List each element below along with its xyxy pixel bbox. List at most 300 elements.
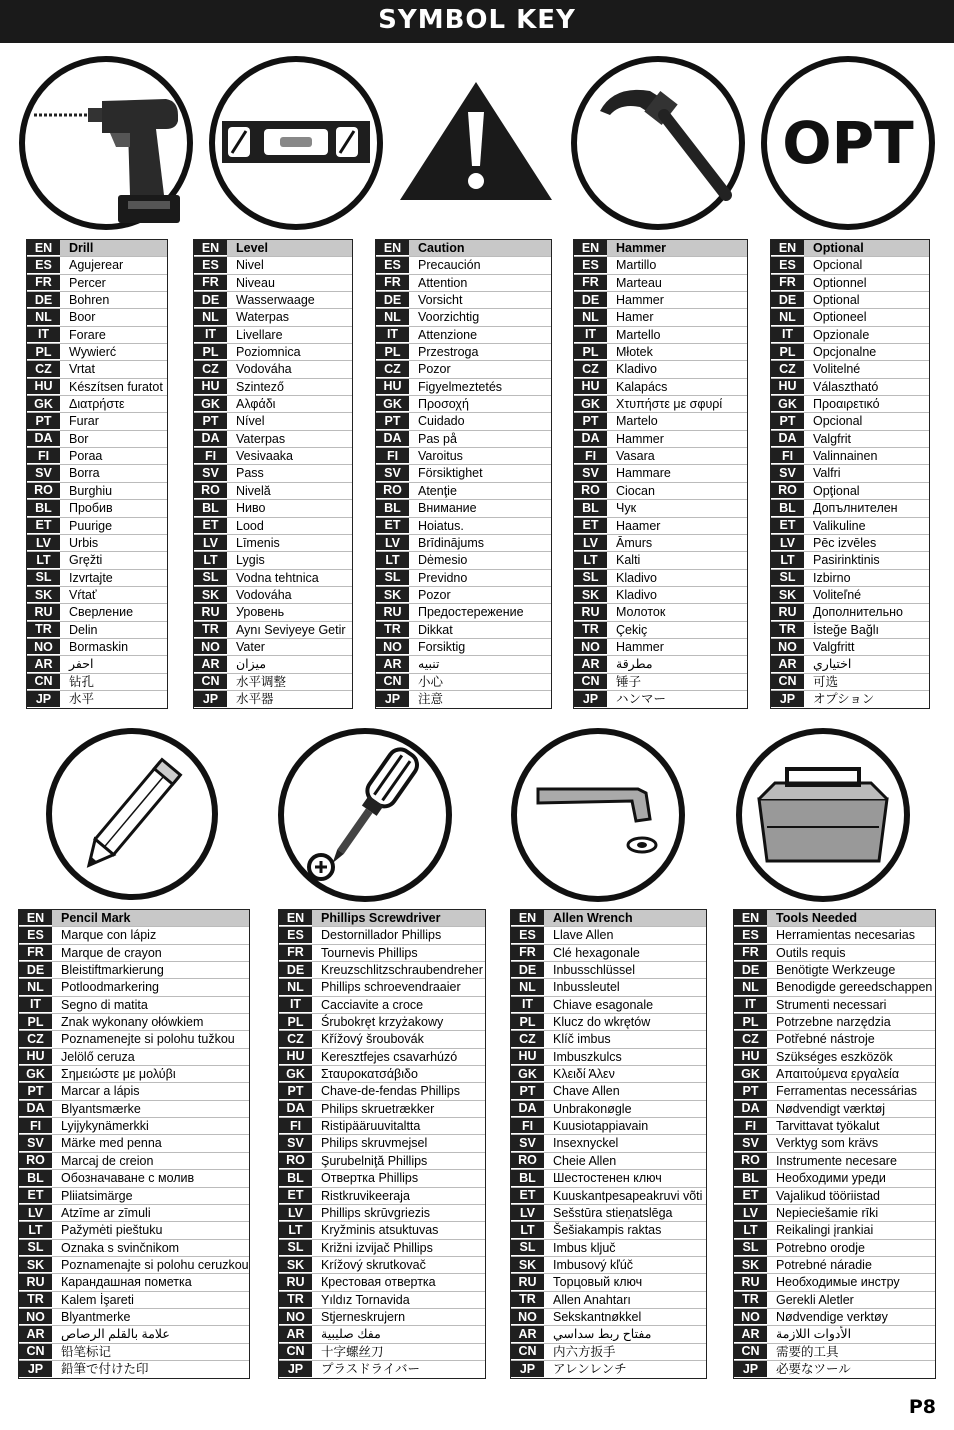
table-row [279, 927, 485, 944]
language-code: HU [27, 379, 60, 395]
translation-text: Blyantmerke [61, 1309, 131, 1324]
table-row [376, 622, 551, 639]
language-code: GK [19, 1066, 52, 1082]
translation-text: Valfri [813, 466, 841, 481]
language-code: PL [734, 1014, 767, 1030]
table-row [27, 275, 167, 292]
table-row [376, 292, 551, 309]
language-code: EN [376, 240, 409, 256]
language-code: NL [734, 979, 767, 995]
translation-text: احفر [69, 657, 94, 672]
language-code: PT [194, 413, 227, 429]
translation-text: Kryžminis atsuktuvas [321, 1223, 439, 1238]
table-row [771, 379, 929, 396]
table-row [734, 1135, 935, 1152]
language-code: RU [574, 604, 607, 620]
language-code: DA [27, 431, 60, 447]
language-code: NO [511, 1309, 544, 1325]
table-row [734, 1066, 935, 1083]
table-row [27, 587, 167, 604]
language-code: NL [19, 979, 52, 995]
translation-text: Valgfritt [813, 639, 855, 654]
table-row [734, 962, 935, 979]
language-code: LT [279, 1222, 312, 1238]
language-code: FR [574, 275, 607, 291]
translation-text: アレンレンチ [553, 1361, 627, 1376]
language-code: EN [27, 240, 60, 256]
language-code: SL [734, 1240, 767, 1256]
language-code: RO [376, 483, 409, 499]
table-row [19, 1118, 249, 1135]
translation-text: ميزان [236, 657, 267, 672]
language-code: ET [27, 518, 60, 534]
translation-text: Precaución [418, 258, 481, 273]
translation-text: 锤子 [616, 674, 642, 689]
language-code: FI [771, 448, 804, 464]
translation-text: Jelölő ceruza [61, 1049, 135, 1064]
language-code: HU [511, 1049, 544, 1065]
translation-text: Dėmesio [418, 553, 468, 568]
table-row [19, 1170, 249, 1187]
language-code: PT [734, 1083, 767, 1099]
translation-text: Bormaskin [69, 639, 129, 654]
language-code: FR [376, 275, 409, 291]
table-row [376, 674, 551, 691]
translation-text: Phillips Screwdriver [312, 910, 485, 926]
language-code: BL [734, 1170, 767, 1186]
translation-text: Vorsicht [418, 293, 463, 308]
language-code: PL [19, 1014, 52, 1030]
language-code: EN [279, 910, 312, 926]
table-row [19, 1257, 249, 1274]
translation-text: Drill [60, 240, 167, 256]
language-code: LT [27, 552, 60, 568]
language-code: BL [511, 1170, 544, 1186]
language-code: LV [194, 535, 227, 551]
pencil-icon [45, 727, 219, 901]
translation-text: Vodováha [236, 587, 292, 602]
translation-text: Křížový šroubovák [321, 1032, 424, 1047]
table-row [194, 275, 352, 292]
table-row [19, 1274, 249, 1291]
table-row [574, 674, 747, 691]
translation-text: Пробив [69, 501, 113, 516]
table-row [376, 604, 551, 621]
language-code: ES [27, 257, 60, 273]
language-code: HU [574, 379, 607, 395]
table-row [574, 309, 747, 326]
language-code: TR [194, 622, 227, 638]
table-row [27, 327, 167, 344]
table-row [194, 292, 352, 309]
language-code: DE [771, 292, 804, 308]
table-row [19, 1188, 249, 1205]
language-code: TR [734, 1292, 767, 1308]
table-row [734, 1361, 935, 1378]
translation-text: Atenţie [418, 483, 457, 498]
table-row [574, 483, 747, 500]
language-code: CN [574, 674, 607, 690]
table-row [27, 656, 167, 673]
table-row [734, 979, 935, 996]
table-row [279, 1188, 485, 1205]
translation-text: Предостережение [418, 605, 524, 620]
translation-text: Vajalikud tööriistad [776, 1188, 880, 1203]
language-code: RU [279, 1274, 312, 1290]
translation-text: Herramientas necesarias [776, 928, 915, 943]
table-row [19, 997, 249, 1014]
translation-text: Opţional [813, 483, 860, 498]
language-code: BL [574, 500, 607, 516]
translation-text: Optional [813, 293, 860, 308]
translation-text: Valikuline [813, 518, 866, 533]
translation-text: Imbus ključ [553, 1240, 616, 1255]
language-code: IT [771, 327, 804, 343]
translation-text: Optioneel [813, 310, 867, 325]
translation-text: Cheie Allen [553, 1153, 617, 1168]
table-row [376, 431, 551, 448]
translation-text: Optional [804, 240, 929, 256]
language-code: PT [574, 413, 607, 429]
language-code: LT [511, 1222, 544, 1238]
table-row [27, 344, 167, 361]
table-row [771, 587, 929, 604]
language-code: ET [574, 518, 607, 534]
translation-text: Wywierć [69, 345, 117, 360]
table-row [511, 1135, 706, 1152]
table-row [19, 1135, 249, 1152]
table-row [734, 1049, 935, 1066]
translation-text: Znak wykonany ołówkiem [61, 1015, 204, 1030]
table-row [574, 275, 747, 292]
table-row [734, 1344, 935, 1361]
translation-text: Poznamenajte si polohu ceruzkou [61, 1257, 249, 1272]
allen-translation-table [510, 909, 707, 1379]
language-code: CN [511, 1344, 544, 1360]
table-row [511, 1188, 706, 1205]
language-code: CN [194, 674, 227, 690]
translation-text: Dikkat [418, 622, 453, 637]
table-row [511, 945, 706, 962]
translation-text: Furar [69, 414, 99, 429]
phillips-screwdriver-icon [277, 727, 453, 903]
translation-text: Προσοχή [418, 397, 469, 412]
translation-text: Kuuskantpesapeakruvi võti [553, 1188, 703, 1203]
table-row [27, 639, 167, 656]
table-row [511, 1014, 706, 1031]
language-code: ES [376, 257, 409, 273]
table-row [19, 927, 249, 944]
table-row [734, 997, 935, 1014]
table-row [194, 257, 352, 274]
translation-text: Крестовая отвертка [321, 1275, 436, 1290]
language-code: PT [19, 1083, 52, 1099]
language-code: CN [19, 1344, 52, 1360]
translation-text: Kuusiotappiavain [553, 1119, 649, 1134]
translation-text: Pažymėti pieštuku [61, 1223, 163, 1238]
table-row [279, 1135, 485, 1152]
table-row [194, 413, 352, 430]
table-row [376, 361, 551, 378]
translation-text: Križni izvijač Phillips [321, 1240, 433, 1255]
translation-text: Bleistiftmarkierung [61, 963, 164, 978]
translation-text: Outils requis [776, 945, 846, 960]
table-row [279, 1309, 485, 1326]
language-code: IT [376, 327, 409, 343]
table-row [511, 1309, 706, 1326]
translation-text: Stjerneskrujern [321, 1309, 406, 1324]
translation-text: Διατρήστε [69, 397, 125, 412]
translation-text: Tournevis Phillips [321, 945, 418, 960]
language-code: JP [19, 1361, 52, 1378]
translation-text: Nivel [236, 258, 264, 273]
translation-text: 可选 [813, 674, 839, 689]
translation-text: Izbirno [813, 570, 851, 585]
table-row [19, 1031, 249, 1048]
translation-text: Ferramentas necessárias [776, 1084, 918, 1099]
translation-text: Boor [69, 310, 96, 325]
language-code: FR [771, 275, 804, 291]
translation-text: Śrubokręt krzyżakowy [321, 1015, 444, 1030]
language-code: DE [27, 292, 60, 308]
translation-text: 水平 [69, 691, 95, 706]
table-row [376, 691, 551, 708]
language-code: PL [574, 344, 607, 360]
translation-text: Wasserwaage [236, 293, 315, 308]
translation-text: Verktyg som krävs [776, 1136, 879, 1151]
table-row [279, 1344, 485, 1361]
table-row [511, 1031, 706, 1048]
language-code: JP [574, 691, 607, 708]
translation-text: Προαιρετικό [813, 397, 880, 412]
translation-text: Κλειδί Άλεν [553, 1067, 615, 1082]
table-row [279, 1326, 485, 1343]
table-row [511, 1205, 706, 1222]
table-row [771, 275, 929, 292]
language-code: RO [574, 483, 607, 499]
language-code: SV [19, 1135, 52, 1151]
translation-text: مطرقة [616, 657, 653, 672]
toolbox-icon [735, 727, 911, 903]
translation-text: Gręžti [69, 553, 103, 568]
language-code: SK [376, 587, 409, 603]
language-code: FI [279, 1118, 312, 1134]
translation-text: 水平器 [236, 691, 274, 706]
translation-text: Yıldız Tornavida [321, 1292, 410, 1307]
language-code: FI [734, 1118, 767, 1134]
language-code: PL [376, 344, 409, 360]
language-code: SK [574, 587, 607, 603]
table-row [19, 1344, 249, 1361]
table-row [19, 1292, 249, 1309]
table-row [511, 1257, 706, 1274]
language-code: SK [279, 1257, 312, 1273]
language-code: BL [27, 500, 60, 516]
table-row [19, 1066, 249, 1083]
translation-text: Pass [236, 466, 264, 481]
translation-text: Waterpas [236, 310, 290, 325]
table-row [771, 656, 929, 673]
translation-text: Krížový skrutkovač [321, 1257, 426, 1272]
language-code: GK [734, 1066, 767, 1082]
translation-text: Marcaj de creion [61, 1153, 154, 1168]
table-row [27, 448, 167, 465]
translation-text: مفتاح ربط سداسي [553, 1327, 652, 1342]
language-code: DA [771, 431, 804, 447]
language-code: DA [511, 1101, 544, 1117]
language-code: BL [279, 1170, 312, 1186]
language-code: GK [27, 396, 60, 412]
allen-wrench-icon [510, 727, 686, 903]
table-row [194, 656, 352, 673]
translation-text: Šešiakampis raktas [553, 1223, 662, 1238]
language-code: FI [194, 448, 227, 464]
language-code: CZ [376, 361, 409, 377]
table-row [574, 292, 747, 309]
language-code: RU [19, 1274, 52, 1290]
table-row [194, 483, 352, 500]
table-row [511, 1344, 706, 1361]
table-row [734, 1326, 935, 1343]
table-row [194, 379, 352, 396]
translation-text: Молоток [616, 605, 666, 620]
table-row [27, 535, 167, 552]
translation-text: Opcjonalne [813, 345, 877, 360]
table-row [279, 1083, 485, 1100]
translation-text: Percer [69, 275, 106, 290]
language-code: PT [376, 413, 409, 429]
translation-text: Märke med penna [61, 1136, 162, 1151]
language-code: AR [279, 1326, 312, 1342]
translation-text: Brīdinājums [418, 535, 484, 550]
table-row [27, 309, 167, 326]
language-code: RO [511, 1153, 544, 1169]
language-code: PT [511, 1083, 544, 1099]
table-row [511, 997, 706, 1014]
language-code: RU [376, 604, 409, 620]
table-row [376, 413, 551, 430]
language-code: GK [279, 1066, 312, 1082]
language-code: NO [574, 639, 607, 655]
table-row [771, 552, 929, 569]
table-row [771, 396, 929, 413]
language-code: CZ [19, 1031, 52, 1047]
translation-text: Ниво [236, 501, 266, 516]
translation-text: Klucz do wkrętów [553, 1015, 651, 1030]
language-code: LT [574, 552, 607, 568]
table-row [279, 1361, 485, 1378]
table-row [771, 448, 929, 465]
language-code: CN [376, 674, 409, 690]
table-row [574, 379, 747, 396]
table-row [574, 587, 747, 604]
translation-text: Aynı Seviyeye Getir [236, 622, 346, 637]
pencil-translation-table [18, 909, 250, 1379]
table-row [376, 465, 551, 482]
table-row [27, 518, 167, 535]
table-row [194, 431, 352, 448]
translation-text: Допълнителен [813, 501, 898, 516]
table-row [574, 535, 747, 552]
language-code: ES [511, 927, 544, 943]
translation-text: Optionnel [813, 275, 867, 290]
translation-text: Unbrakonøgle [553, 1101, 632, 1116]
language-code: BL [771, 500, 804, 516]
table-row [376, 518, 551, 535]
language-code: EN [771, 240, 804, 256]
table-row [27, 622, 167, 639]
language-code: NL [376, 309, 409, 325]
language-code: IT [27, 327, 60, 343]
table-row [734, 945, 935, 962]
language-code: ET [511, 1188, 544, 1204]
language-code: ES [194, 257, 227, 273]
level-icon [208, 55, 384, 231]
table-row [771, 413, 929, 430]
language-code: SV [574, 465, 607, 481]
table-row [511, 1170, 706, 1187]
table-row [279, 1170, 485, 1187]
table-row [19, 1083, 249, 1100]
table-row [27, 674, 167, 691]
translation-text: Opcional [813, 258, 863, 273]
language-code: LV [376, 535, 409, 551]
table-row [511, 1292, 706, 1309]
table-row [574, 431, 747, 448]
translation-text: Marque de crayon [61, 945, 162, 960]
language-code: DA [19, 1101, 52, 1117]
translation-text: Attenzione [418, 327, 478, 342]
translation-text: Blyantsmærke [61, 1101, 141, 1116]
translation-text: Niveau [236, 275, 275, 290]
translation-text: Previdno [418, 570, 468, 585]
language-code: SL [376, 570, 409, 586]
table-row [574, 344, 747, 361]
language-code: LV [19, 1205, 52, 1221]
table-row [574, 622, 747, 639]
translation-text: Nivelă [236, 483, 271, 498]
translation-text: Bohren [69, 293, 110, 308]
hammer-icon [570, 55, 746, 231]
translation-text: Bor [69, 431, 89, 446]
language-code: PT [27, 413, 60, 429]
table-row [19, 1326, 249, 1343]
table-row [376, 656, 551, 673]
language-code: HU [279, 1049, 312, 1065]
language-code: IT [511, 997, 544, 1013]
table-row [279, 962, 485, 979]
table-row [574, 570, 747, 587]
translation-text: Чук [616, 501, 637, 516]
table-row [194, 327, 352, 344]
table-row [771, 257, 929, 274]
table-row [771, 622, 929, 639]
language-code: CN [27, 674, 60, 690]
translation-text: Martillo [616, 258, 657, 273]
language-code: TR [279, 1292, 312, 1308]
language-code: HU [771, 379, 804, 395]
language-code: RU [194, 604, 227, 620]
translation-text: Klíč imbus [553, 1032, 611, 1047]
table-row [376, 275, 551, 292]
language-code: RO [27, 483, 60, 499]
translation-text: Insexnyckel [553, 1136, 619, 1151]
language-code: RO [194, 483, 227, 499]
table-row [734, 1292, 935, 1309]
table-row [574, 413, 747, 430]
translation-text: Választható [813, 379, 879, 394]
language-code: AR [194, 656, 227, 672]
